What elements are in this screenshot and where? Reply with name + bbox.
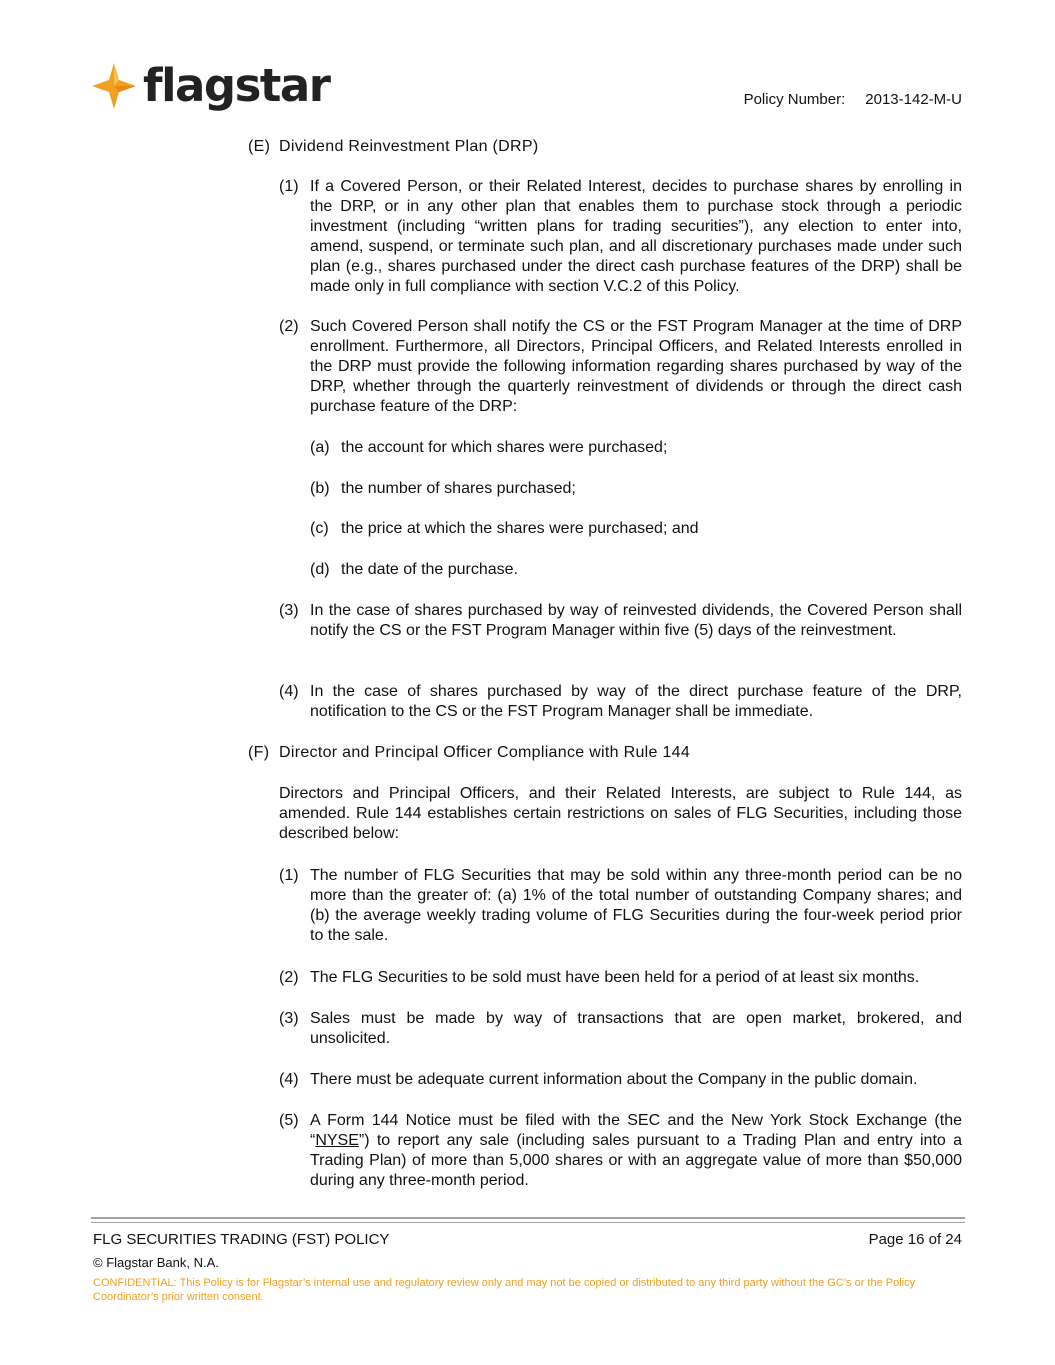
item-text: If a Covered Person, or their Related Interest, decides to purchase shares by enrolling in the DRP, or in any other plan that enables them to purchase stock through a periodic investment (including “written plans for trading securities”), any election to enter into, amend, suspend, or terminate such plan, and all discretionary purchases made under such plan (e.g., shares purchased under the direct cash purchase features of the DRP) shall be made only in full compliance with section V.C.2 of this Policy. (310, 178, 962, 295)
footer-title: FLG SECURITIES TRADING (FST) POLICY (93, 1231, 390, 1248)
list-item (279, 682, 962, 722)
page-number: Page 16 of 24 (868, 1231, 962, 1248)
item-number: (4) (279, 683, 299, 700)
item-text-pre: A Form 144 Notice must be filed with the SEC and the New York Stock Exchange (the “ (310, 1112, 962, 1149)
item-text (310, 1111, 962, 1191)
item-number: (4) (279, 1071, 299, 1088)
item-text: Such Covered Person shall notify the CS or the FST Program Manager at the time of DRP enrollment. Furthermore, all Directors, Principal Officers, and Related Interests enrolled in the DRP must provide the following information regarding shares purchased by way of the DRP, whether through the quarterly reinvestment of dividends or through the direct cash purchase feature of the DRP: (310, 318, 962, 415)
footer-divider (91, 1217, 965, 1223)
nyse-defined-term: NYSE (315, 1132, 359, 1149)
list-item (279, 1111, 962, 1191)
section-heading-f (248, 743, 962, 763)
list-item (279, 601, 962, 641)
item-number: (3) (279, 602, 299, 619)
logo-wordmark: flagstar (143, 59, 330, 112)
section-heading-e (248, 137, 962, 157)
list-item (279, 177, 962, 297)
star-logo-icon (92, 63, 136, 109)
item-number: (3) (279, 1010, 299, 1027)
item-text: the account for which shares were purchased; (341, 439, 668, 456)
section-intro: Directors and Principal Officers, and their Related Interests, are subject to Rule 144, as amended. Rule 144 establishes certain restrictions on sales of FLG Securities, including those described below: (279, 785, 962, 842)
item-number: (a) (310, 439, 330, 456)
item-text: There must be adequate current information about the Company in the public domain. (310, 1071, 918, 1088)
list-item (279, 866, 962, 946)
section-title: Dividend Reinvestment Plan (DRP) (279, 138, 539, 155)
list-item (279, 968, 962, 988)
list-item (279, 1070, 962, 1090)
footer-copyright: © Flagstar Bank, N.A. (93, 1255, 219, 1270)
item-text: In the case of shares purchased by way of reinvested dividends, the Covered Person shall notify the CS or the FST Program Manager within five (5) days of the reinvestment. (310, 602, 962, 639)
section-label: (F) (248, 744, 270, 761)
flagstar-logo (92, 60, 329, 112)
policy-number-label: Policy Number: (743, 91, 846, 108)
item-text: the price at which the shares were purchased; and (341, 520, 699, 537)
item-number: (b) (310, 480, 330, 497)
item-number: (d) (310, 561, 330, 578)
item-number: (1) (279, 178, 299, 195)
item-text-post: ”) to report any sale (including sales pursuant to a Trading Plan and entry into a Trading Plan) of more than 5,000 shares or with an aggregate value of more than $50,000 during any three-month period. (310, 1132, 962, 1189)
list-item (279, 1009, 962, 1049)
policy-number (744, 91, 962, 108)
item-text: The number of FLG Securities that may be sold within any three-month period can be no more than the greater of: (a) 1% of the total number of outstanding Company shares; and (b) the average weekly trading volume of FLG Securities during the four-week period prior to the sale. (310, 867, 962, 944)
policy-number-value: 2013-142-M-U (865, 91, 962, 108)
item-text: the number of shares purchased; (341, 480, 576, 497)
item-number: (5) (279, 1112, 299, 1129)
item-text: In the case of shares purchased by way of the direct purchase feature of the DRP, notification to the CS or the FST Program Manager shall be immediate. (310, 683, 962, 720)
item-text: The FLG Securities to be sold must have been held for a period of at least six months. (310, 969, 920, 986)
item-number: (1) (279, 867, 299, 884)
section-label: (E) (248, 138, 271, 155)
list-item (279, 317, 962, 417)
item-number: (2) (279, 969, 299, 986)
item-number: (2) (279, 318, 299, 335)
sub-list-item (310, 479, 962, 499)
item-text: the date of the purchase. (341, 561, 519, 578)
section-title: Director and Principal Officer Compliance with Rule 144 (279, 744, 691, 761)
item-number: (c) (310, 520, 329, 537)
sub-list-item (310, 560, 962, 580)
confidential-notice: CONFIDENTIAL: This Policy is for Flagstar’s internal use and regulatory review only and may not be copied or distributed to any third party without the GC’s or the Policy Coordinator’s prior written consent. (93, 1277, 916, 1303)
item-text: Sales must be made by way of transactions that are open market, brokered, and unsolicited. (310, 1010, 962, 1047)
sub-list-item (310, 438, 962, 458)
sub-list-item (310, 519, 962, 539)
